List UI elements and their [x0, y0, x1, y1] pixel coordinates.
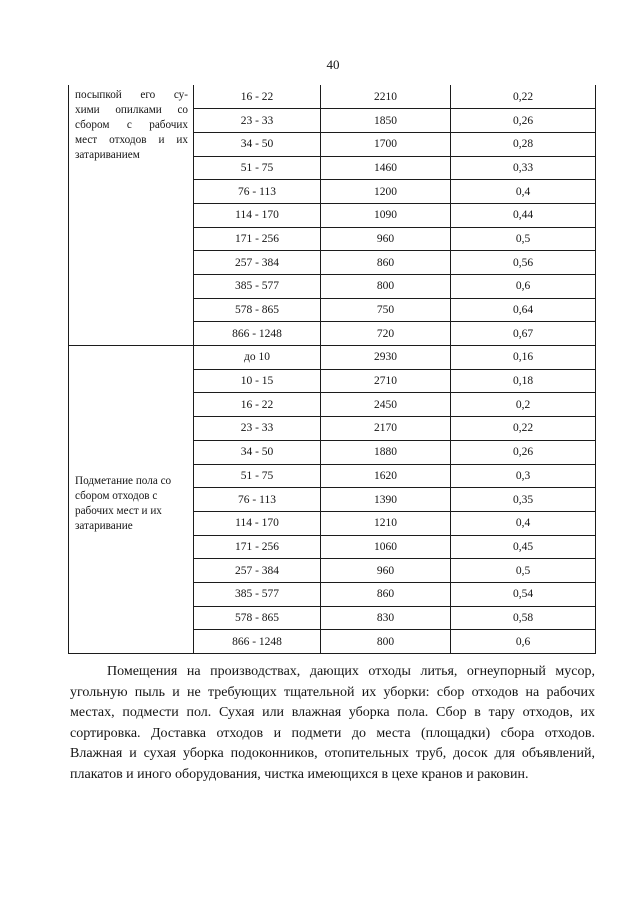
coefficient-cell: 0,67	[451, 322, 596, 346]
area-range-cell: 171 - 256	[194, 227, 321, 251]
norm-value-cell: 960	[321, 559, 451, 583]
coefficient-cell: 0,35	[451, 488, 596, 512]
description-line: посыпкой его су-	[75, 89, 188, 101]
norm-value-cell: 1460	[321, 156, 451, 180]
area-range-cell: 51 - 75	[194, 464, 321, 488]
body-paragraph	[70, 662, 595, 785]
norm-value-cell: 1700	[321, 132, 451, 156]
norm-value-cell: 1200	[321, 180, 451, 204]
paragraph-line: местах, подмести пол. Сухая или влажная уборка пола. Сбор в тару отходов, их	[70, 705, 595, 720]
area-range-cell: 34 - 50	[194, 132, 321, 156]
norm-value-cell: 1390	[321, 488, 451, 512]
norms-table	[68, 85, 596, 654]
norm-value-cell: 2930	[321, 346, 451, 370]
coefficient-cell: 0,16	[451, 346, 596, 370]
area-range-cell: 866 - 1248	[194, 322, 321, 346]
description-line: рабочих мест и их	[75, 504, 162, 517]
area-range-cell: 114 - 170	[194, 511, 321, 535]
norm-value-cell: 860	[321, 251, 451, 275]
norms-table-body	[69, 85, 596, 654]
coefficient-cell: 0,6	[451, 275, 596, 299]
norm-value-cell: 2170	[321, 417, 451, 441]
area-range-cell: 114 - 170	[194, 203, 321, 227]
area-range-cell: 23 - 33	[194, 109, 321, 133]
coefficient-cell: 0,44	[451, 203, 596, 227]
paragraph-line: Помещения на производствах, дающих отходы литья, огнеупорный мусор,	[107, 664, 595, 679]
coefficient-cell: 0,4	[451, 511, 596, 535]
area-range-cell: 578 - 865	[194, 298, 321, 322]
coefficient-cell: 0,22	[451, 417, 596, 441]
area-range-cell: 385 - 577	[194, 275, 321, 299]
paragraph-line: угольную пыль и не требующих тщательной их уборки: сбор отходов на рабочих	[70, 684, 595, 700]
area-range-cell: 866 - 1248	[194, 630, 321, 654]
page-number: 40	[326, 57, 340, 72]
table-row	[69, 85, 596, 109]
description-line: затариванием	[75, 149, 140, 161]
area-range-cell: 10 - 15	[194, 369, 321, 393]
norm-value-cell: 2210	[321, 85, 451, 109]
area-range-cell: 385 - 577	[194, 582, 321, 606]
paragraph-line: плакатов и иного оборудования, чистка имеющихся в цехе кранов и раковин.	[70, 766, 529, 782]
norm-value-cell: 800	[321, 275, 451, 299]
norm-value-cell: 720	[321, 322, 451, 346]
norm-value-cell: 1090	[321, 203, 451, 227]
norm-value-cell: 1210	[321, 511, 451, 535]
table-row	[69, 346, 596, 370]
norm-value-cell: 1060	[321, 535, 451, 559]
norm-value-cell: 830	[321, 606, 451, 630]
area-range-cell: до 10	[194, 346, 321, 370]
area-range-cell: 578 - 865	[194, 606, 321, 630]
coefficient-cell: 0,26	[451, 109, 596, 133]
coefficient-cell: 0,2	[451, 393, 596, 417]
description-line: сбором отходов с	[75, 489, 158, 502]
coefficient-cell: 0,64	[451, 298, 596, 322]
coefficient-cell: 0,18	[451, 369, 596, 393]
coefficient-cell: 0,28	[451, 132, 596, 156]
coefficient-cell: 0,5	[451, 227, 596, 251]
coefficient-cell: 0,6	[451, 630, 596, 654]
norm-value-cell: 2450	[321, 393, 451, 417]
coefficient-cell: 0,4	[451, 180, 596, 204]
area-range-cell: 16 - 22	[194, 85, 321, 109]
area-range-cell: 34 - 50	[194, 440, 321, 464]
coefficient-cell: 0,54	[451, 582, 596, 606]
area-range-cell: 257 - 384	[194, 559, 321, 583]
norm-value-cell: 1880	[321, 440, 451, 464]
coefficient-cell: 0,22	[451, 85, 596, 109]
description-line: мест отходов и их	[75, 134, 188, 146]
area-range-cell: 51 - 75	[194, 156, 321, 180]
norm-value-cell: 960	[321, 227, 451, 251]
area-range-cell: 171 - 256	[194, 535, 321, 559]
area-range-cell: 257 - 384	[194, 251, 321, 275]
description-line: хими опилками со	[75, 104, 188, 116]
coefficient-cell: 0,3	[451, 464, 596, 488]
paragraph-line: Влажная и сухая уборка подоконников, отопительных труб, досок для объявлений,	[70, 746, 595, 761]
coefficient-cell: 0,33	[451, 156, 596, 180]
coefficient-cell: 0,45	[451, 535, 596, 559]
norm-value-cell: 2710	[321, 369, 451, 393]
area-range-cell: 16 - 22	[194, 393, 321, 417]
norm-value-cell: 750	[321, 298, 451, 322]
area-range-cell: 76 - 113	[194, 180, 321, 204]
norm-value-cell: 1620	[321, 464, 451, 488]
coefficient-cell: 0,5	[451, 559, 596, 583]
paragraph-line: сортировка. Доставка отходов и подмети до места (площадки) сбора отходов.	[70, 725, 595, 741]
area-range-cell: 23 - 33	[194, 417, 321, 441]
description-line: Подметание пола со	[75, 474, 172, 487]
description-line: сбором с рабочих	[75, 119, 188, 131]
work-description-cell	[69, 346, 194, 654]
norm-value-cell: 860	[321, 582, 451, 606]
area-range-cell: 76 - 113	[194, 488, 321, 512]
norm-value-cell: 1850	[321, 109, 451, 133]
coefficient-cell: 0,58	[451, 606, 596, 630]
work-description-cell	[69, 85, 194, 346]
norm-value-cell: 800	[321, 630, 451, 654]
description-line: затаривание	[75, 519, 133, 532]
coefficient-cell: 0,56	[451, 251, 596, 275]
coefficient-cell: 0,26	[451, 440, 596, 464]
